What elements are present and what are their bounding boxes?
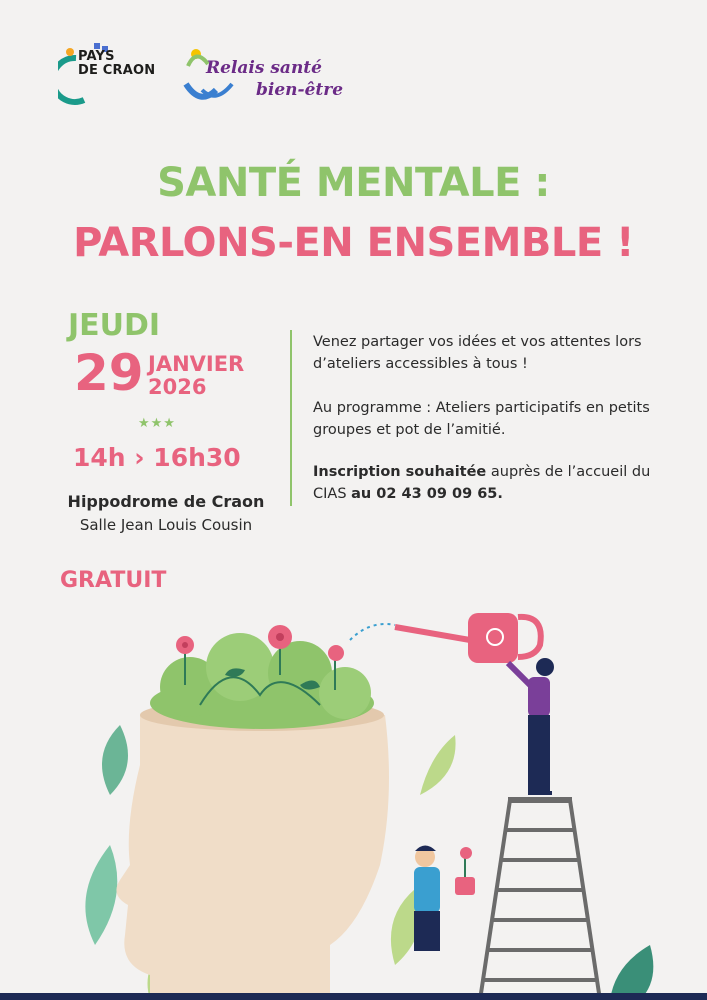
registration-label: Inscription souhaitée <box>313 464 487 480</box>
head-icon <box>116 715 389 1000</box>
event-day: JEUDI <box>68 308 161 343</box>
stars-separator: ★★★ <box>138 416 176 431</box>
title-line1: SANTÉ MENTALE : <box>157 160 550 206</box>
pays-logo-line1: PAYS <box>78 49 115 64</box>
relais-logo-line1: Relais santé <box>206 58 322 78</box>
pays-logo-line2: DE CRAON <box>78 63 156 78</box>
event-hours: 14h › 16h30 <box>73 443 241 472</box>
phone-number: au 02 43 09 09 65. <box>351 486 503 502</box>
relais-sante-logo <box>182 44 352 110</box>
vertical-divider <box>290 330 292 506</box>
event-venue: Hippodrome de Craon <box>67 492 265 511</box>
ladder-icon <box>480 800 600 1000</box>
event-room: Salle Jean Louis Cousin <box>79 516 253 534</box>
pays-de-craon-logo <box>58 40 168 110</box>
watering-can-icon <box>395 613 541 663</box>
event-price: GRATUIT <box>60 568 167 593</box>
registration-text: auprès de l’accueil du CIAS <box>313 464 651 502</box>
man-icon <box>414 846 475 952</box>
title-line2: PARLONS-EN ENSEMBLE ! <box>73 220 634 266</box>
info-paragraph-1: Venez partager vos idées et vos attentes lors d’ateliers accessibles à tous ! <box>313 334 642 372</box>
event-day-number: 29 <box>74 344 144 402</box>
event-year: 2026 <box>148 375 207 399</box>
woman-icon <box>508 658 554 793</box>
info-paragraph-2: Au programme : Ateliers participatifs en petits groupes et pot de l’amitié. <box>313 400 650 438</box>
relais-logo-line2: bien-être <box>256 80 344 100</box>
mental-health-illustration <box>0 595 707 1000</box>
event-month: JANVIER <box>148 352 245 376</box>
info-paragraph-3 <box>313 461 653 505</box>
